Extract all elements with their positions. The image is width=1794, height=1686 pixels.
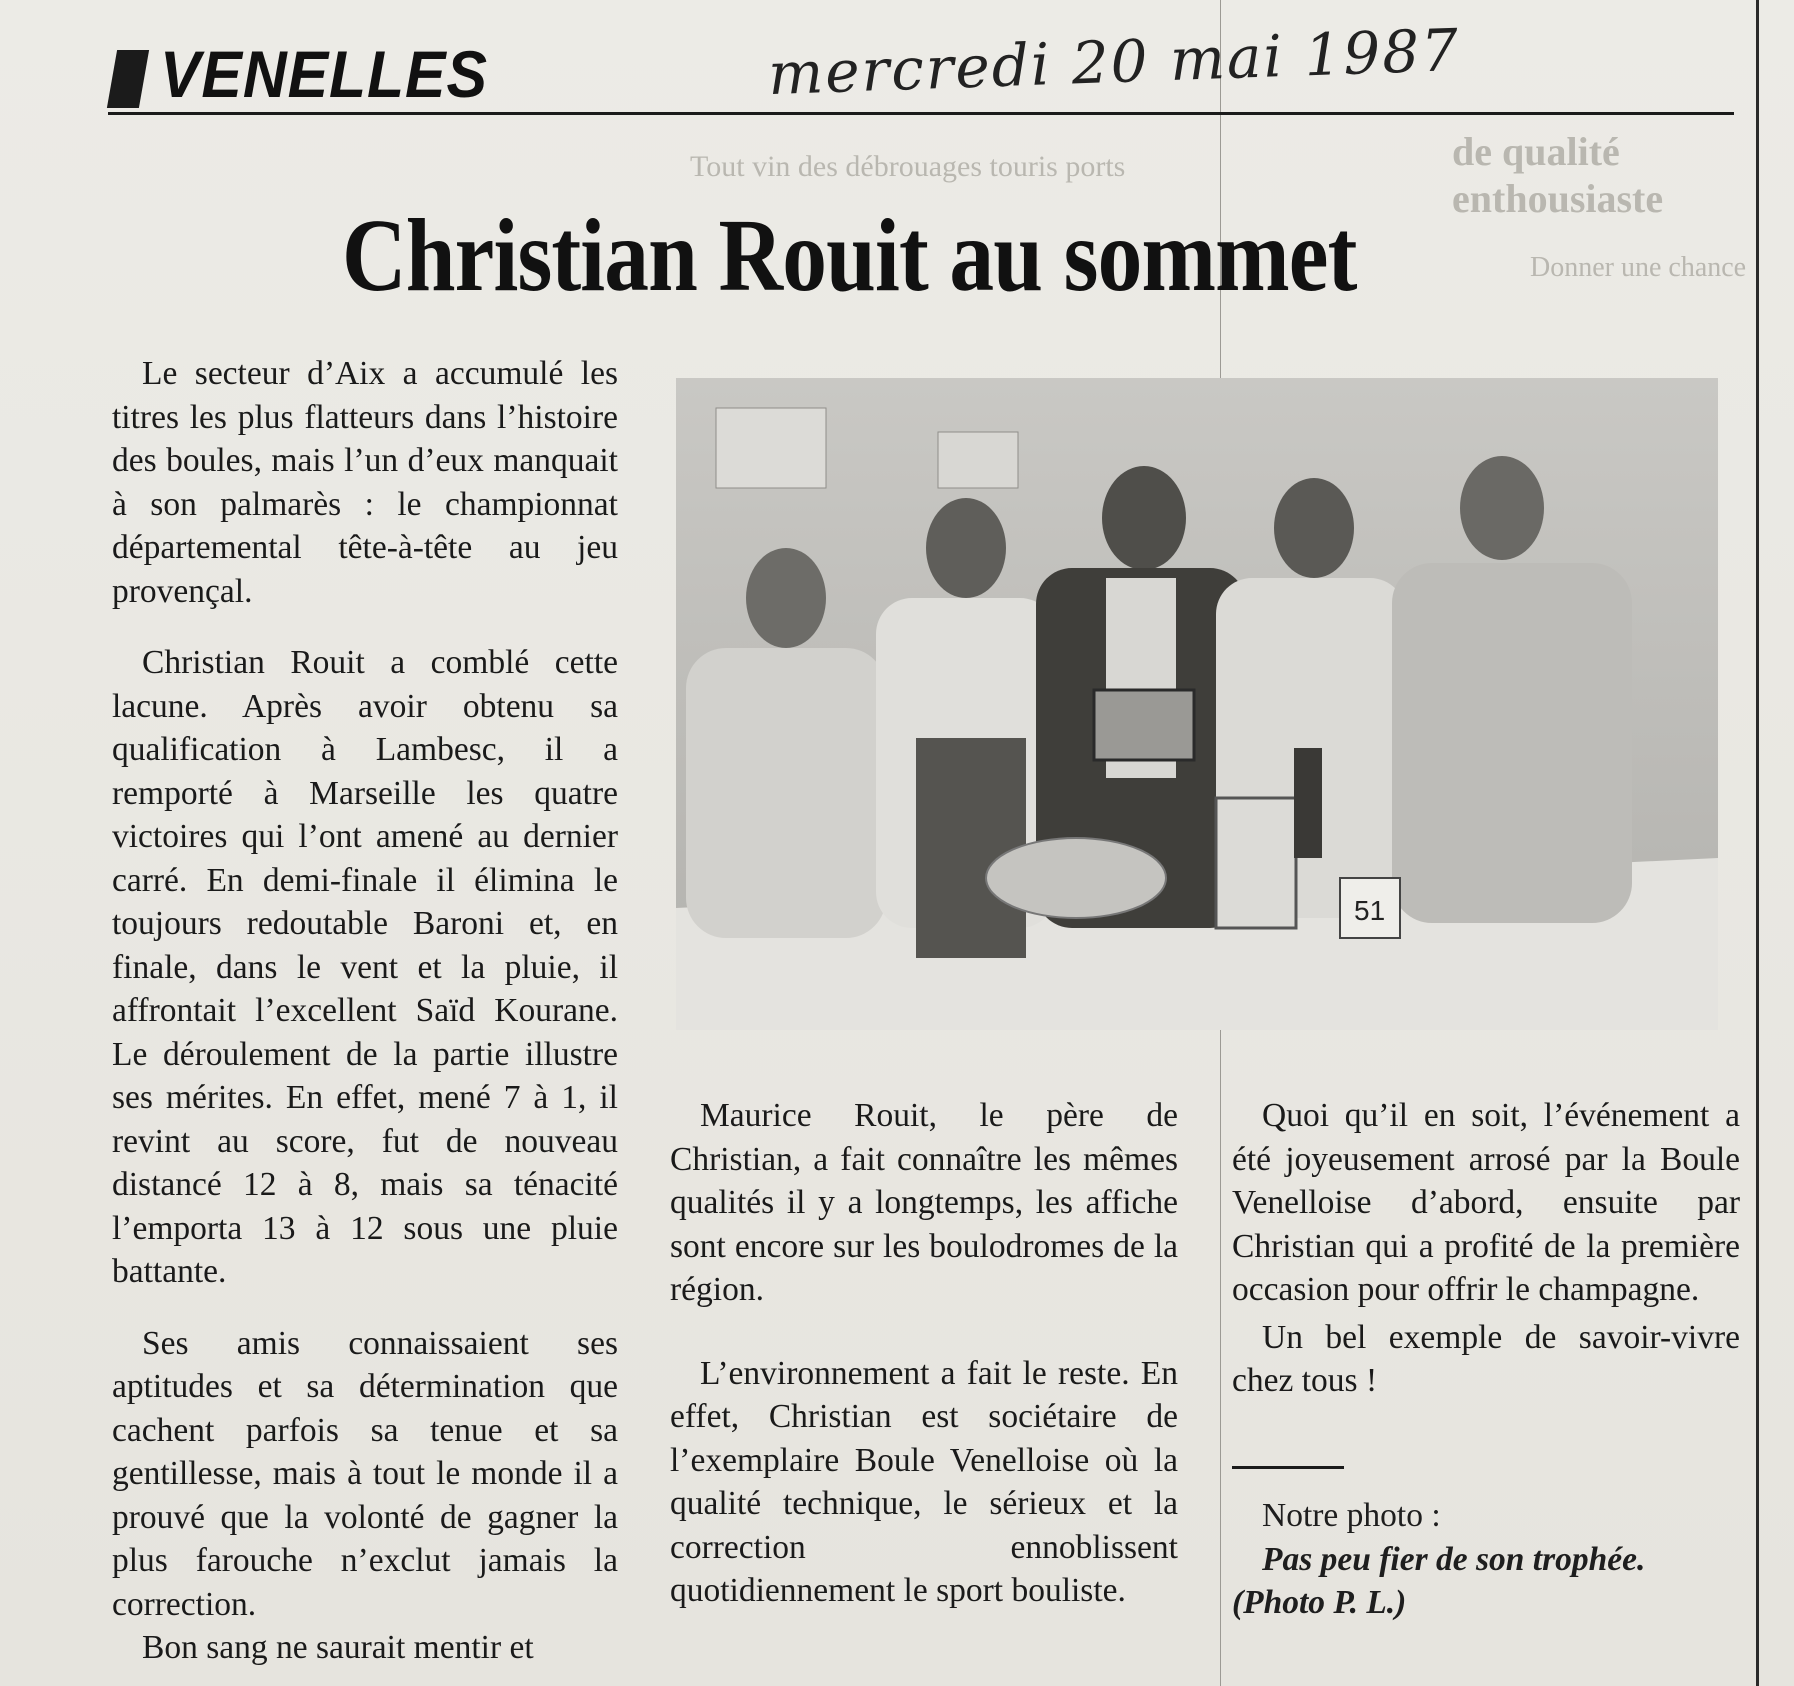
paragraph: Christian Rouit a comblé cette lacune. Après avoir obtenu sa qualification à Lambesc, il a remporté à Marseille les quatre victoires qui l’ont amené au dernier carré. En demi-finale il élimina le toujours redoutable Baroni et, en finale, dans le vent et la pluie, il affrontait l’excellent Saïd Kourane. Le déroulement de la partie illustre ses mérites. En effet, mené 7 à 1, il revint au score, fut de nouveau distancé 12 à 8, mais sa ténacité l’emporta 13 à 12 sous une pluie battante.: [112, 644, 618, 1290]
paragraph: Un bel exemple de savoir-vivre chez tous !: [1232, 1318, 1740, 1399]
column-rule: [1756, 0, 1759, 1686]
caption-title: Pas peu fier de son trophée.: [1262, 1540, 1646, 1578]
photo-credit: (Photo P. L.): [1232, 1584, 1407, 1621]
paragraph: L’environnement a fait le reste. En effet, Christian est sociétaire de l’exemplaire Boule Venelloise où la qualité technique, le sérieux et la correction ennoblissent quotidiennement le sport bouliste.: [670, 1354, 1178, 1609]
article-headline: Christian Rouit au sommet: [342, 198, 1357, 313]
photo-illustration: [676, 378, 1718, 1030]
caption-label: Notre photo :: [1262, 1497, 1441, 1534]
paragraph: Bon sang ne saurait mentir et: [142, 1629, 534, 1666]
paragraph: Maurice Rouit, le père de Christian, a fait connaître les mêmes qualités il y a longtemps, les affiche sont encore sur les boulodromes de la région.: [670, 1097, 1178, 1308]
svg-text:51: 51: [1354, 895, 1386, 926]
photo-caption: [1232, 1494, 1740, 1625]
article-photo: [676, 378, 1718, 1030]
article-column-1: [112, 352, 618, 1670]
header-rule: [108, 112, 1734, 115]
article-column-3: [1232, 1094, 1740, 1403]
bleed-through-heading: de qualité enthousiaste: [1452, 129, 1664, 221]
paragraph: Le secteur d’Aix a accumulé les titres les plus flatteurs dans l’histoire des boules, mais l’un d’eux manquait à son palmarès : le championnat départemental tête-à-tête au jeu provençal.: [112, 355, 618, 610]
paragraph: Ses amis connaissaient ses aptitudes et sa détermination que cachent parfois sa tenue et sa gentillesse, mais à tout le monde il a prouvé que la volonté de gagner la plus farouche n’exclut jamais la correction.: [112, 1324, 618, 1623]
handwritten-date: mercredi 20 mai 1987: [767, 15, 1462, 109]
article-column-2: [670, 1094, 1178, 1613]
bleed-through-text: Donner une chance: [1530, 252, 1747, 283]
section-title: VENELLES: [160, 37, 488, 111]
paragraph: Quoi qu’il en soit, l’événement a été joyeusement arrosé par la Boule Venelloise d’abord, ensuite par Christian qui a profité de la première occasion pour offrir le champagne.: [1232, 1097, 1740, 1308]
bleed-through-text: Tout vin des débrouages touris ports: [690, 150, 1126, 183]
caption-rule: [1232, 1466, 1344, 1469]
